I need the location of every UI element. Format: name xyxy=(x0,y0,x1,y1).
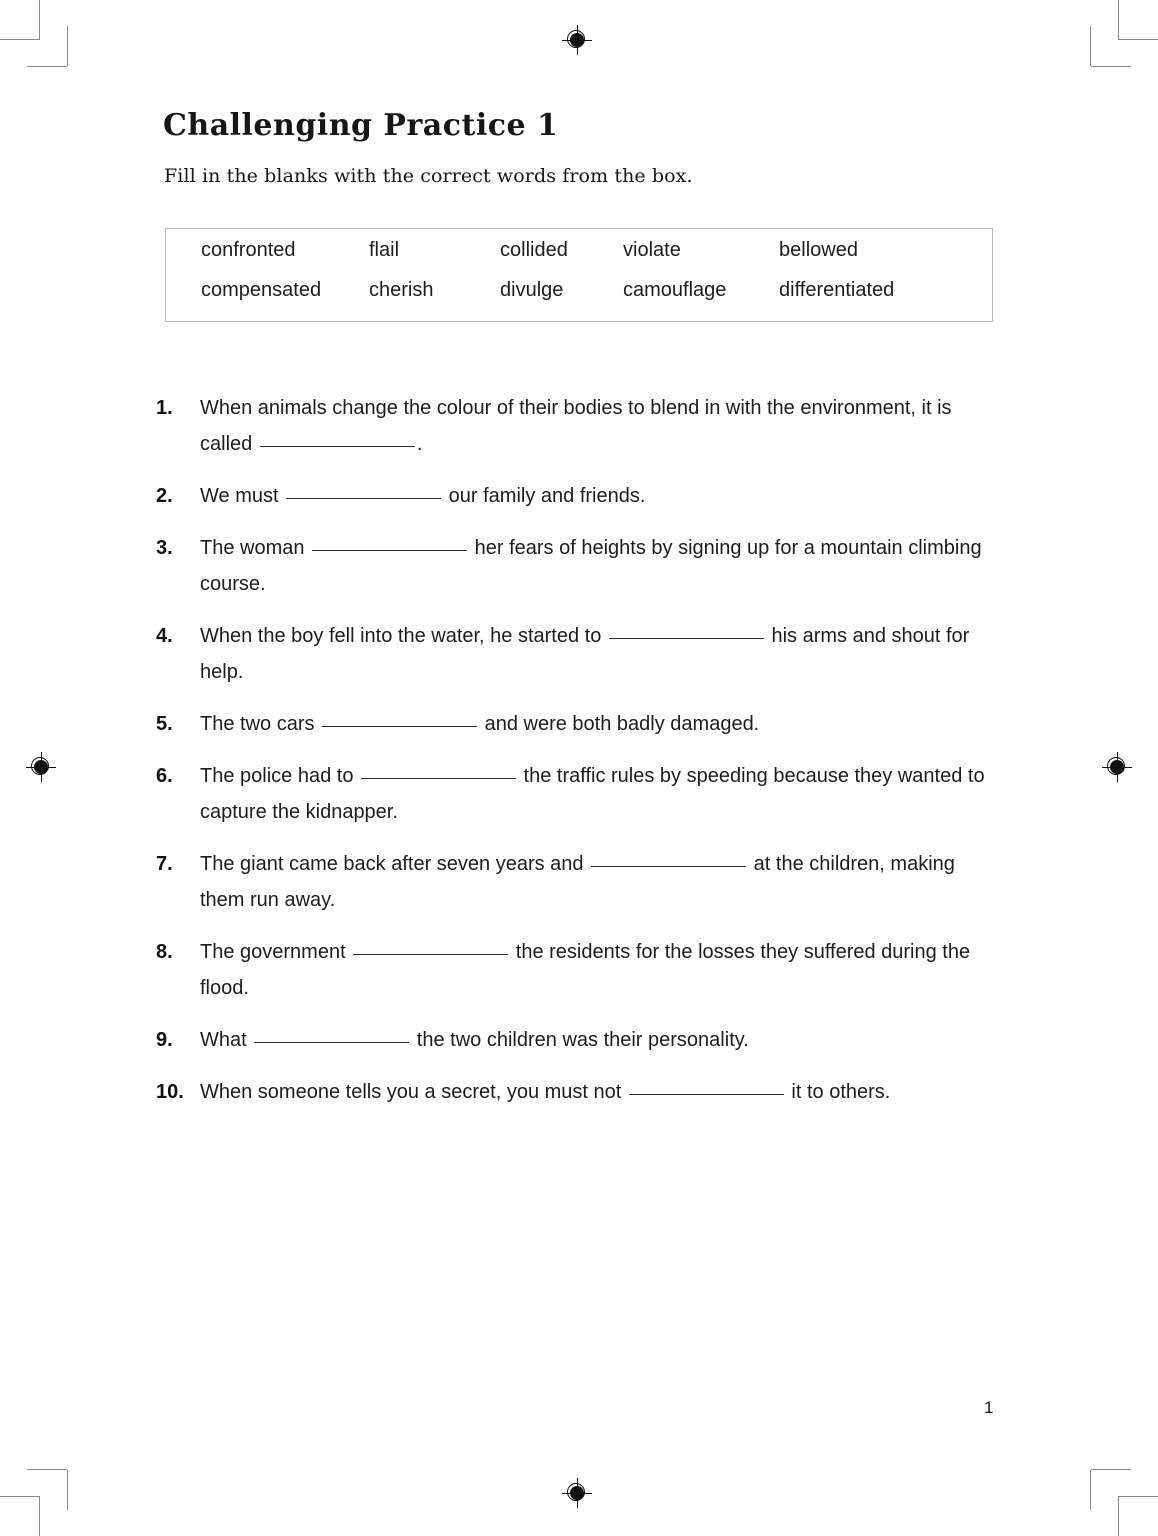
question-text-after: and were both badly damaged. xyxy=(479,713,760,735)
crop-mark-top-right-inner-h xyxy=(1091,66,1131,67)
crop-mark-bottom-left-inner-v xyxy=(67,1470,68,1510)
question-text xyxy=(200,846,993,918)
question-text xyxy=(200,618,993,690)
word-bank-box xyxy=(165,228,993,322)
question-text-before: The woman xyxy=(200,537,311,559)
word-bank-item: violate xyxy=(623,239,681,261)
question-number: 7. xyxy=(156,853,173,875)
question-item-10 xyxy=(0,1074,1158,1110)
question-text-before: What xyxy=(200,1029,253,1051)
question-item-2 xyxy=(0,478,1158,514)
word-bank-item: cherish xyxy=(369,279,434,301)
crop-mark-top-left-outer-v xyxy=(39,0,40,40)
question-text-before: When the boy fell into the water, he started to xyxy=(200,625,607,647)
crop-mark-top-left-inner-h xyxy=(27,66,67,67)
question-item-5 xyxy=(0,706,1158,742)
word-bank-item: differentiated xyxy=(779,279,895,301)
word-bank-row-1 xyxy=(166,236,992,276)
crop-mark-bottom-left-outer-v xyxy=(39,1496,40,1536)
question-text-after: our family and friends. xyxy=(443,485,646,507)
crop-mark-bottom-right-inner-v xyxy=(1090,1470,1091,1510)
crop-mark-top-right-inner-v xyxy=(1090,26,1091,66)
answer-blank[interactable] xyxy=(312,550,467,551)
registration-target-icon-top xyxy=(562,25,592,55)
question-text-after: his arms and shout for help. xyxy=(200,625,970,683)
answer-blank[interactable] xyxy=(609,638,764,639)
question-text xyxy=(200,934,993,1006)
question-text-before: The government xyxy=(200,941,352,963)
instruction-text: Fill in the blanks with the correct words from the box. xyxy=(164,165,693,187)
crop-mark-bottom-left-outer-h xyxy=(0,1496,40,1497)
answer-blank[interactable] xyxy=(591,866,746,867)
question-text xyxy=(200,1074,993,1110)
question-text xyxy=(200,1022,993,1058)
crop-mark-bottom-right-outer-v xyxy=(1118,1496,1119,1536)
word-bank-item: bellowed xyxy=(779,239,858,261)
answer-blank[interactable] xyxy=(254,1042,409,1043)
question-number: 3. xyxy=(156,537,173,559)
question-item-3 xyxy=(0,530,1158,602)
question-number: 9. xyxy=(156,1029,173,1051)
question-text-after: the traffic rules by speeding because they wanted to capture the kidnapper. xyxy=(200,765,985,823)
question-list xyxy=(0,390,1158,1126)
question-text-after: the residents for the losses they suffered during the flood. xyxy=(200,941,971,999)
question-text-before: We must xyxy=(200,485,285,507)
question-text-before: The giant came back after seven years and xyxy=(200,853,590,875)
crop-mark-bottom-right-inner-h xyxy=(1091,1469,1131,1470)
page-title: Challenging Practice 1 xyxy=(163,108,559,143)
word-bank-row-2 xyxy=(166,276,992,316)
question-text-after: her fears of heights by signing up for a mountain climbing course. xyxy=(200,537,982,595)
question-item-7 xyxy=(0,846,1158,918)
question-item-1 xyxy=(0,390,1158,462)
word-bank-item: compensated xyxy=(201,279,322,301)
answer-blank[interactable] xyxy=(353,954,508,955)
question-number: 8. xyxy=(156,941,173,963)
question-text-before: When someone tells you a secret, you must not xyxy=(200,1081,627,1103)
answer-blank[interactable] xyxy=(361,778,516,779)
question-text-after: it to others. xyxy=(785,1081,891,1103)
question-number: 1. xyxy=(156,397,173,419)
question-item-8 xyxy=(0,934,1158,1006)
crop-mark-bottom-right-outer-h xyxy=(1118,1496,1158,1497)
crop-mark-bottom-left-inner-h xyxy=(27,1469,67,1470)
crop-mark-top-right-outer-v xyxy=(1118,0,1119,40)
question-text-before: The two cars xyxy=(200,713,321,735)
crop-mark-top-right-outer-h xyxy=(1118,39,1158,40)
word-bank-item: collided xyxy=(500,239,568,261)
question-item-6 xyxy=(0,758,1158,830)
question-number: 2. xyxy=(156,485,173,507)
question-number: 10. xyxy=(156,1081,184,1103)
word-bank-item: flail xyxy=(369,239,400,261)
answer-blank[interactable] xyxy=(260,446,415,447)
question-number: 6. xyxy=(156,765,173,787)
word-bank-item: camouflage xyxy=(623,279,727,301)
question-text-before: The police had to xyxy=(200,765,359,787)
question-text-after: the two children was their personality. xyxy=(411,1029,749,1051)
question-item-4 xyxy=(0,618,1158,690)
question-text-after: . xyxy=(416,433,423,455)
question-text xyxy=(200,758,993,830)
question-text xyxy=(200,478,993,514)
question-item-9 xyxy=(0,1022,1158,1058)
answer-blank[interactable] xyxy=(322,726,477,727)
word-bank-item: divulge xyxy=(500,279,564,301)
answer-blank[interactable] xyxy=(629,1094,784,1095)
word-bank-item: confronted xyxy=(201,239,296,261)
crop-mark-top-left-inner-v xyxy=(67,26,68,66)
question-number: 4. xyxy=(156,625,173,647)
question-number: 5. xyxy=(156,713,173,735)
question-text-after: at the children, making them run away. xyxy=(200,853,955,911)
crop-mark-top-left-outer-h xyxy=(0,39,40,40)
page-number: 1 xyxy=(984,1398,994,1417)
question-text xyxy=(200,390,993,462)
answer-blank[interactable] xyxy=(286,498,441,499)
question-text xyxy=(200,530,993,602)
question-text-before: When animals change the colour of their bodies to blend in with the environment, it is called xyxy=(200,397,952,455)
question-text xyxy=(200,706,993,742)
registration-target-icon-bottom xyxy=(562,1478,592,1508)
